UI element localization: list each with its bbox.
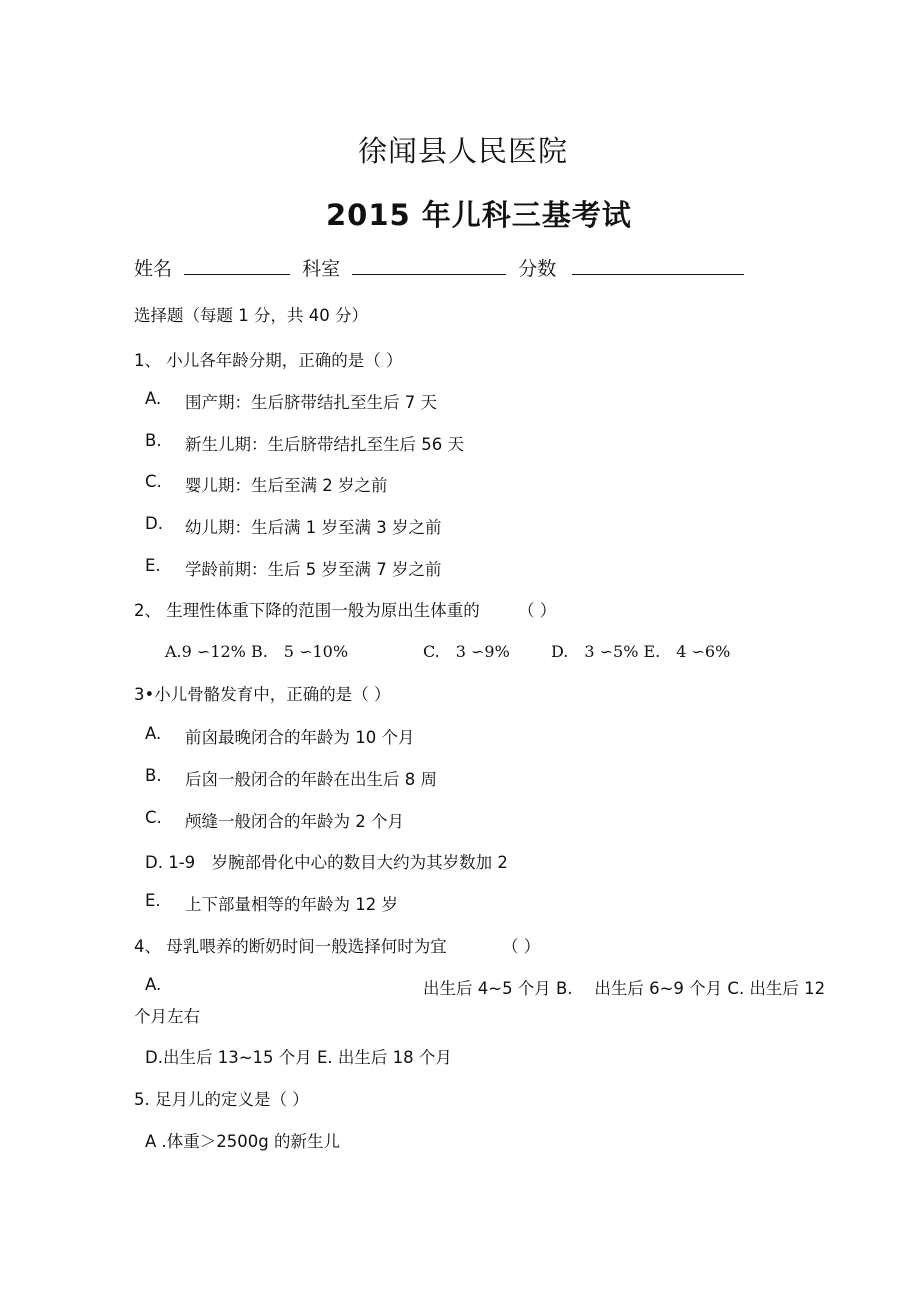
q3-option-e: 上下部量相等的年龄为 12 岁	[185, 895, 398, 914]
q1-option-b-key: B.	[145, 431, 162, 450]
name-label: 姓名	[134, 258, 173, 280]
q4-option-a-key: A.	[145, 975, 162, 994]
q1-option-d-key: D.	[145, 514, 163, 533]
question-4-stem: 4、 母乳喂养的断奶时间一般选择何时为宜	[134, 937, 447, 956]
score-field[interactable]	[572, 256, 744, 275]
section-label: 选择题（每题 1 分，共 40 分）	[134, 306, 368, 325]
score-label: 分数	[518, 258, 557, 280]
hospital-name: 徐闻县人民医院	[358, 134, 569, 168]
q1-option-d: 幼儿期：生后满 1 岁至满 3 岁之前	[185, 518, 442, 537]
q4-options-line2: 个月左右	[134, 1007, 200, 1026]
question-1-stem: 1、 小儿各年龄分期，正确的是（ ）	[134, 351, 403, 370]
q1-option-c-key: C.	[145, 472, 162, 491]
q4-options-line1: 出生后 4~5 个月 B. 出生后 6~9 个月 C. 出生后 12	[423, 979, 826, 998]
q1-option-a: 围产期：生后脐带结扎至生后 7 天	[185, 393, 437, 412]
q1-option-a-key: A.	[145, 389, 162, 408]
q4-options-line3: D.出生后 13~15 个月 E. 出生后 18 个月	[145, 1048, 452, 1067]
question-5-stem: 5. 足月儿的定义是（ ）	[134, 1090, 309, 1109]
exam-title: 2015 年儿科三基考试	[326, 198, 632, 232]
q1-option-b: 新生儿期：生后脐带结扎至生后 56 天	[185, 435, 464, 454]
q3-option-c-key: C.	[145, 808, 162, 827]
q3-option-d: D. 1-9 岁腕部骨化中心的数目大约为其岁数加 2	[145, 853, 508, 872]
q2-options-ab: A.9 ∽12% B. 5 ∽10%	[165, 642, 349, 661]
form-row	[134, 254, 744, 281]
q3-option-c: 颅缝一般闭合的年龄为 2 个月	[185, 812, 404, 831]
q3-option-b-key: B.	[145, 766, 162, 785]
dept-label: 科室	[302, 258, 341, 280]
question-4-paren: （ ）	[502, 937, 541, 956]
q3-option-a-key: A.	[145, 724, 162, 743]
q3-option-e-key: E.	[145, 891, 161, 910]
dept-field[interactable]	[352, 256, 506, 275]
name-field[interactable]	[184, 256, 290, 275]
q3-option-b: 后囟一般闭合的年龄在出生后 8 周	[185, 770, 437, 789]
q3-option-a: 前囟最晚闭合的年龄为 10 个月	[185, 728, 415, 747]
q2-option-c: C. 3 ∽9%	[423, 642, 510, 661]
question-2-paren: （ ）	[518, 601, 557, 620]
q1-option-e: 学龄前期：生后 5 岁至满 7 岁之前	[185, 560, 442, 579]
q2-options-de: D. 3 ∽5% E. 4 ∽6%	[551, 642, 731, 661]
question-3-stem: 3•小儿骨骼发育中，正确的是（ ）	[134, 685, 391, 704]
q1-option-c: 婴儿期：生后至满 2 岁之前	[185, 476, 388, 495]
q5-option-a: A .体重＞2500g 的新生儿	[145, 1132, 340, 1151]
q1-option-e-key: E.	[145, 556, 161, 575]
question-2-stem: 2、 生理性体重下降的范围一般为原出生体重的	[134, 601, 480, 620]
